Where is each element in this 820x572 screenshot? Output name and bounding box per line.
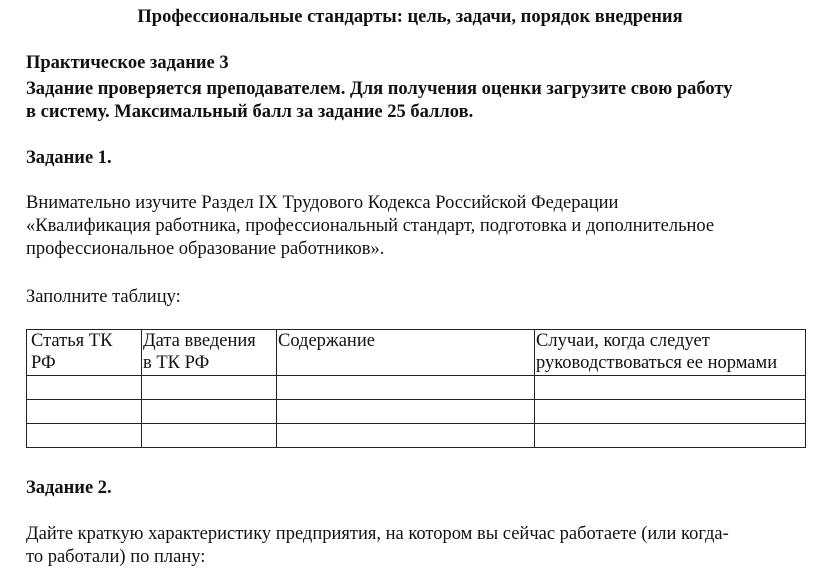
practice-heading: Практическое задание 3 xyxy=(26,53,229,73)
table-row xyxy=(27,376,806,400)
header-cases-line-2: руководствоваться ее нормами xyxy=(536,353,778,373)
task2-text-line-2: то работали) по плану: xyxy=(26,547,206,567)
header-article-line-2: РФ xyxy=(31,353,56,373)
task2-heading: Задание 2. xyxy=(26,478,112,498)
header-date-line-2: в ТК РФ xyxy=(143,353,210,373)
instruction-line-1: Задание проверяется преподавателем. Для получения оценки загрузите свою работу xyxy=(26,79,733,99)
document-title: Профессиональные стандарты: цель, задачи, порядок внедрения xyxy=(137,7,683,27)
table-header-row xyxy=(27,330,806,376)
instruction-line-2: в систему. Максимальный балл за задание 25 баллов. xyxy=(26,102,474,122)
table-cell[interactable] xyxy=(535,400,806,424)
header-date-line-1: Дата введения xyxy=(143,331,256,351)
table-cell[interactable] xyxy=(277,424,535,448)
header-cases-line-1: Случаи, когда следует xyxy=(536,331,710,351)
task1-text-line-3: профессиональное образование работников». xyxy=(26,239,385,259)
table-cell[interactable] xyxy=(277,376,535,400)
header-content-line-1: Содержание xyxy=(278,331,375,351)
task-table xyxy=(26,329,806,448)
table-row xyxy=(27,400,806,424)
table-cell[interactable] xyxy=(27,400,142,424)
task2-text-line-1: Дайте краткую характеристику предприятия, на котором вы сейчас работаете (или когда- xyxy=(26,524,729,544)
table-row xyxy=(27,424,806,448)
table-cell[interactable] xyxy=(535,424,806,448)
table-cell[interactable] xyxy=(535,376,806,400)
task1-text-line-1: Внимательно изучите Раздел IX Трудового Кодекса Российской Федерации xyxy=(26,193,619,213)
table-cell[interactable] xyxy=(142,376,277,400)
table-cell[interactable] xyxy=(142,424,277,448)
header-cell-content xyxy=(277,330,535,376)
table-cell[interactable] xyxy=(142,400,277,424)
header-cell-article xyxy=(27,330,142,376)
task1-text-line-2: «Квалификация работника, профессиональный стандарт, подготовка и дополнительное xyxy=(26,216,715,236)
task1-heading: Задание 1. xyxy=(26,148,112,168)
table-cell[interactable] xyxy=(27,376,142,400)
header-cell-date xyxy=(142,330,277,376)
table-cell[interactable] xyxy=(27,424,142,448)
fill-table-prompt: Заполните таблицу: xyxy=(26,287,181,307)
header-cell-cases xyxy=(535,330,806,376)
header-article-line-1: Статья ТК xyxy=(31,331,113,351)
table-cell[interactable] xyxy=(277,400,535,424)
